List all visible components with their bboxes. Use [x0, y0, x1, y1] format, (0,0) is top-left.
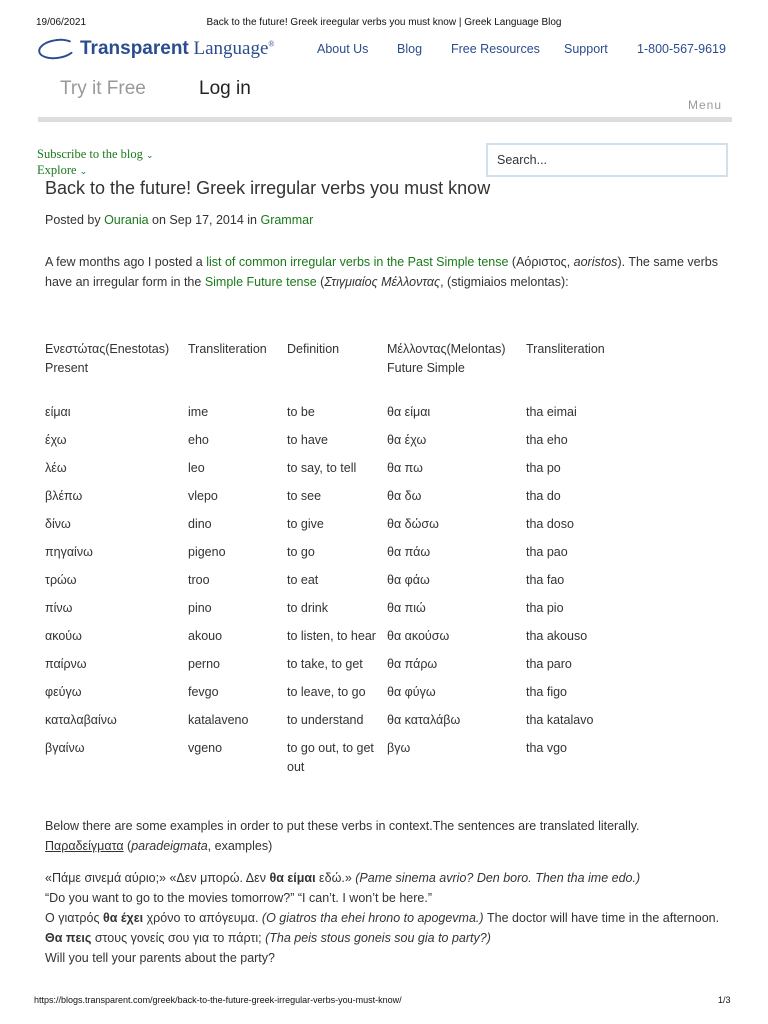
cell-translit: akouo — [188, 629, 223, 643]
example-3-english: Will you tell your parents about the party? — [45, 951, 275, 965]
cell-translit: vgeno — [188, 741, 223, 755]
nav-blog[interactable]: Blog — [397, 42, 423, 56]
cell-translit: eho — [188, 433, 209, 447]
cell-definition: to take, to get — [287, 657, 363, 671]
header-transliteration: Transliteration — [188, 342, 267, 356]
header-present: Ενεστώτας(Enestotas) Present — [45, 342, 170, 375]
table-row — [42, 625, 659, 653]
table-row — [42, 429, 659, 457]
logo-swoosh-icon — [37, 36, 77, 61]
cell-future: θα πάω — [387, 545, 431, 559]
cell-future-translit: tha figo — [526, 685, 568, 699]
cell-future-translit: tha akouso — [526, 629, 588, 643]
cell-present: λέω — [45, 461, 67, 475]
chevron-down-icon: ⌄ — [146, 151, 154, 161]
cell-definition: to see — [287, 489, 322, 503]
table-header-row — [42, 340, 659, 401]
verb-table — [42, 340, 659, 784]
cell-present: καταλαβαίνω — [45, 713, 117, 727]
cell-present: βλέπω — [45, 489, 83, 503]
cell-definition: to leave, to go — [287, 685, 366, 699]
cell-present: παίρνω — [45, 657, 87, 671]
cell-definition: to listen, to hear — [287, 629, 376, 643]
cell-future: θα πω — [387, 461, 423, 475]
cell-future: βγω — [387, 741, 411, 755]
header-transliteration-future: Transliteration — [526, 342, 605, 356]
cell-definition: to drink — [287, 601, 328, 615]
example-2: Ο γιατρός θα έχει χρόνο το απόγευμα. (O giatros tha ehei hrono to apogevma.) The doctor will have time in the afternoon. — [45, 911, 720, 925]
cell-translit: katalaveno — [188, 713, 249, 727]
cell-future-translit: tha katalavo — [526, 713, 594, 727]
login-link[interactable]: Log in — [199, 78, 251, 99]
cell-future-translit: tha pao — [526, 545, 568, 559]
cell-translit: troo — [188, 573, 210, 587]
cell-future: θα πιώ — [387, 601, 426, 615]
cell-definition: to say, to tell — [287, 461, 357, 475]
example-1-english: “Do you want to go to the movies tomorrow?” “I can’t. I won’t be here.” — [45, 891, 432, 905]
explore-dropdown[interactable]: Explore ⌄ — [37, 163, 88, 177]
print-date: 19/06/2021 — [36, 17, 87, 28]
cell-present: φεύγω — [45, 685, 82, 699]
table-row — [42, 597, 659, 625]
cell-future-translit: tha paro — [526, 657, 572, 671]
cell-present: έχω — [45, 433, 67, 447]
simple-future-link[interactable]: Simple Future tense — [204, 275, 317, 289]
cell-definition: to be — [287, 405, 315, 419]
cell-present: βγαίνω — [45, 741, 85, 755]
table-row — [42, 709, 659, 737]
cell-translit: pigeno — [188, 545, 226, 559]
cell-translit: pino — [188, 601, 212, 615]
cell-future: θα ακούσω — [387, 629, 450, 643]
print-doc-title: Back to the future! Greek ireegular verbs you must know | Greek Language Blog — [206, 17, 562, 28]
nav-free-resources[interactable]: Free Resources — [451, 42, 540, 56]
print-url: https://blogs.transparent.com/greek/back-to-the-future-greek-irregular-verbs-you-must-know/ — [34, 995, 402, 1005]
cell-future: θα καταλάβω — [387, 713, 461, 727]
print-page-number: 1/3 — [718, 995, 731, 1005]
example-1-greek: «Πάμε σινεμά αύριο;» «Δεν μπορώ. Δεν θα είμαι εδώ.» (Pame sinema avrio? Den boro. Then tha ime edo.) — [45, 871, 641, 885]
header-definition: Definition — [287, 342, 340, 356]
table-row — [42, 457, 659, 485]
cell-future: θα πάρω — [387, 657, 438, 671]
table-row — [42, 737, 659, 784]
examples-heading: Παραδείγματα (paradeigmata, examples) — [45, 839, 273, 853]
cell-definition: to go — [287, 545, 315, 559]
nav-phone[interactable]: 1-800-567-9619 — [637, 42, 726, 56]
cell-present: πίνω — [45, 601, 73, 615]
cell-translit: dino — [188, 517, 212, 531]
cell-future: θα δω — [387, 489, 422, 503]
post-title: Back to the future! Greek irregular verbs you must know — [45, 178, 491, 198]
site-logo[interactable] — [38, 38, 275, 60]
cell-translit: ime — [188, 405, 209, 419]
cell-present: τρώω — [45, 573, 77, 587]
cell-definition: to eat — [287, 573, 319, 587]
cell-translit: fevgo — [188, 685, 219, 699]
past-simple-link[interactable]: list of common irregular verbs in the Past Simple tense — [206, 255, 509, 269]
try-free-link[interactable]: Try it Free — [60, 78, 146, 99]
cell-future-translit: tha vgo — [526, 741, 568, 755]
cell-future: θα δώσω — [387, 517, 439, 531]
menu-button[interactable]: Menu — [687, 98, 722, 112]
cell-future: θα είμαι — [387, 405, 431, 419]
examples-intro: Below there are some examples in order to put these verbs in context.The sentences are translated literally. — [45, 819, 640, 833]
example-3-greek: Θα πεις στους γονείς σου για το πάρτι; (Tha peis stous goneis sou gia to party?) — [45, 931, 491, 945]
cell-future-translit: tha eimai — [526, 405, 577, 419]
cell-present: ακούω — [45, 629, 82, 643]
cell-future: θα φάω — [387, 573, 430, 587]
header-divider — [38, 117, 732, 122]
table-row — [42, 485, 659, 513]
cell-present: πηγαίνω — [45, 545, 93, 559]
author-link[interactable]: Ourania — [104, 213, 149, 227]
nav-about-us[interactable]: About Us — [317, 42, 369, 56]
subscribe-explore — [37, 147, 154, 179]
cell-translit: leo — [188, 461, 205, 475]
post-meta: Posted by Ourania on Sep 17, 2014 in Grammar — [45, 213, 314, 227]
cell-present: δίνω — [45, 517, 71, 531]
cell-present: είμαι — [45, 405, 71, 419]
cell-translit: vlepo — [188, 489, 218, 503]
category-link[interactable]: Grammar — [260, 213, 314, 227]
cell-definition: to give — [287, 517, 324, 531]
search-input[interactable]: Search... — [486, 143, 728, 177]
cell-future-translit: tha fao — [526, 573, 565, 587]
cell-definition: to have — [287, 433, 329, 447]
cell-definition: to understand — [287, 713, 364, 727]
post-intro: A few months ago I posted a list of common irregular verbs in the Past Simple tense (Αόριστος, aoristos). The same verbs have an irregular form in the Simple Future tense (Στιγμιαίος Μέλλοντας, (stigmiaios melontas): — [45, 255, 718, 289]
cell-future-translit: tha eho — [526, 433, 568, 447]
cell-definition: to go out, to get out — [287, 741, 374, 774]
table-row — [42, 681, 659, 709]
cell-future: θα έχω — [387, 433, 427, 447]
subscribe-dropdown[interactable]: Subscribe to the blog ⌄ — [37, 147, 154, 161]
table-row — [42, 513, 659, 541]
table-row — [42, 653, 659, 681]
logo-text: Transparent Language® — [80, 38, 275, 59]
table-row — [42, 541, 659, 569]
cell-translit: perno — [188, 657, 220, 671]
cell-future-translit: tha do — [526, 489, 561, 503]
cell-future-translit: tha po — [526, 461, 561, 475]
chevron-down-icon: ⌄ — [79, 167, 88, 177]
header-future: Μέλλοντας(Melontas) Future Simple — [387, 342, 506, 375]
examples-section — [45, 816, 735, 968]
cell-future: θα φύγω — [387, 685, 436, 699]
cell-future-translit: tha pio — [526, 601, 564, 615]
table-row — [42, 401, 659, 429]
table-row — [42, 569, 659, 597]
cell-future-translit: tha doso — [526, 517, 574, 531]
nav-support[interactable]: Support — [564, 42, 608, 56]
